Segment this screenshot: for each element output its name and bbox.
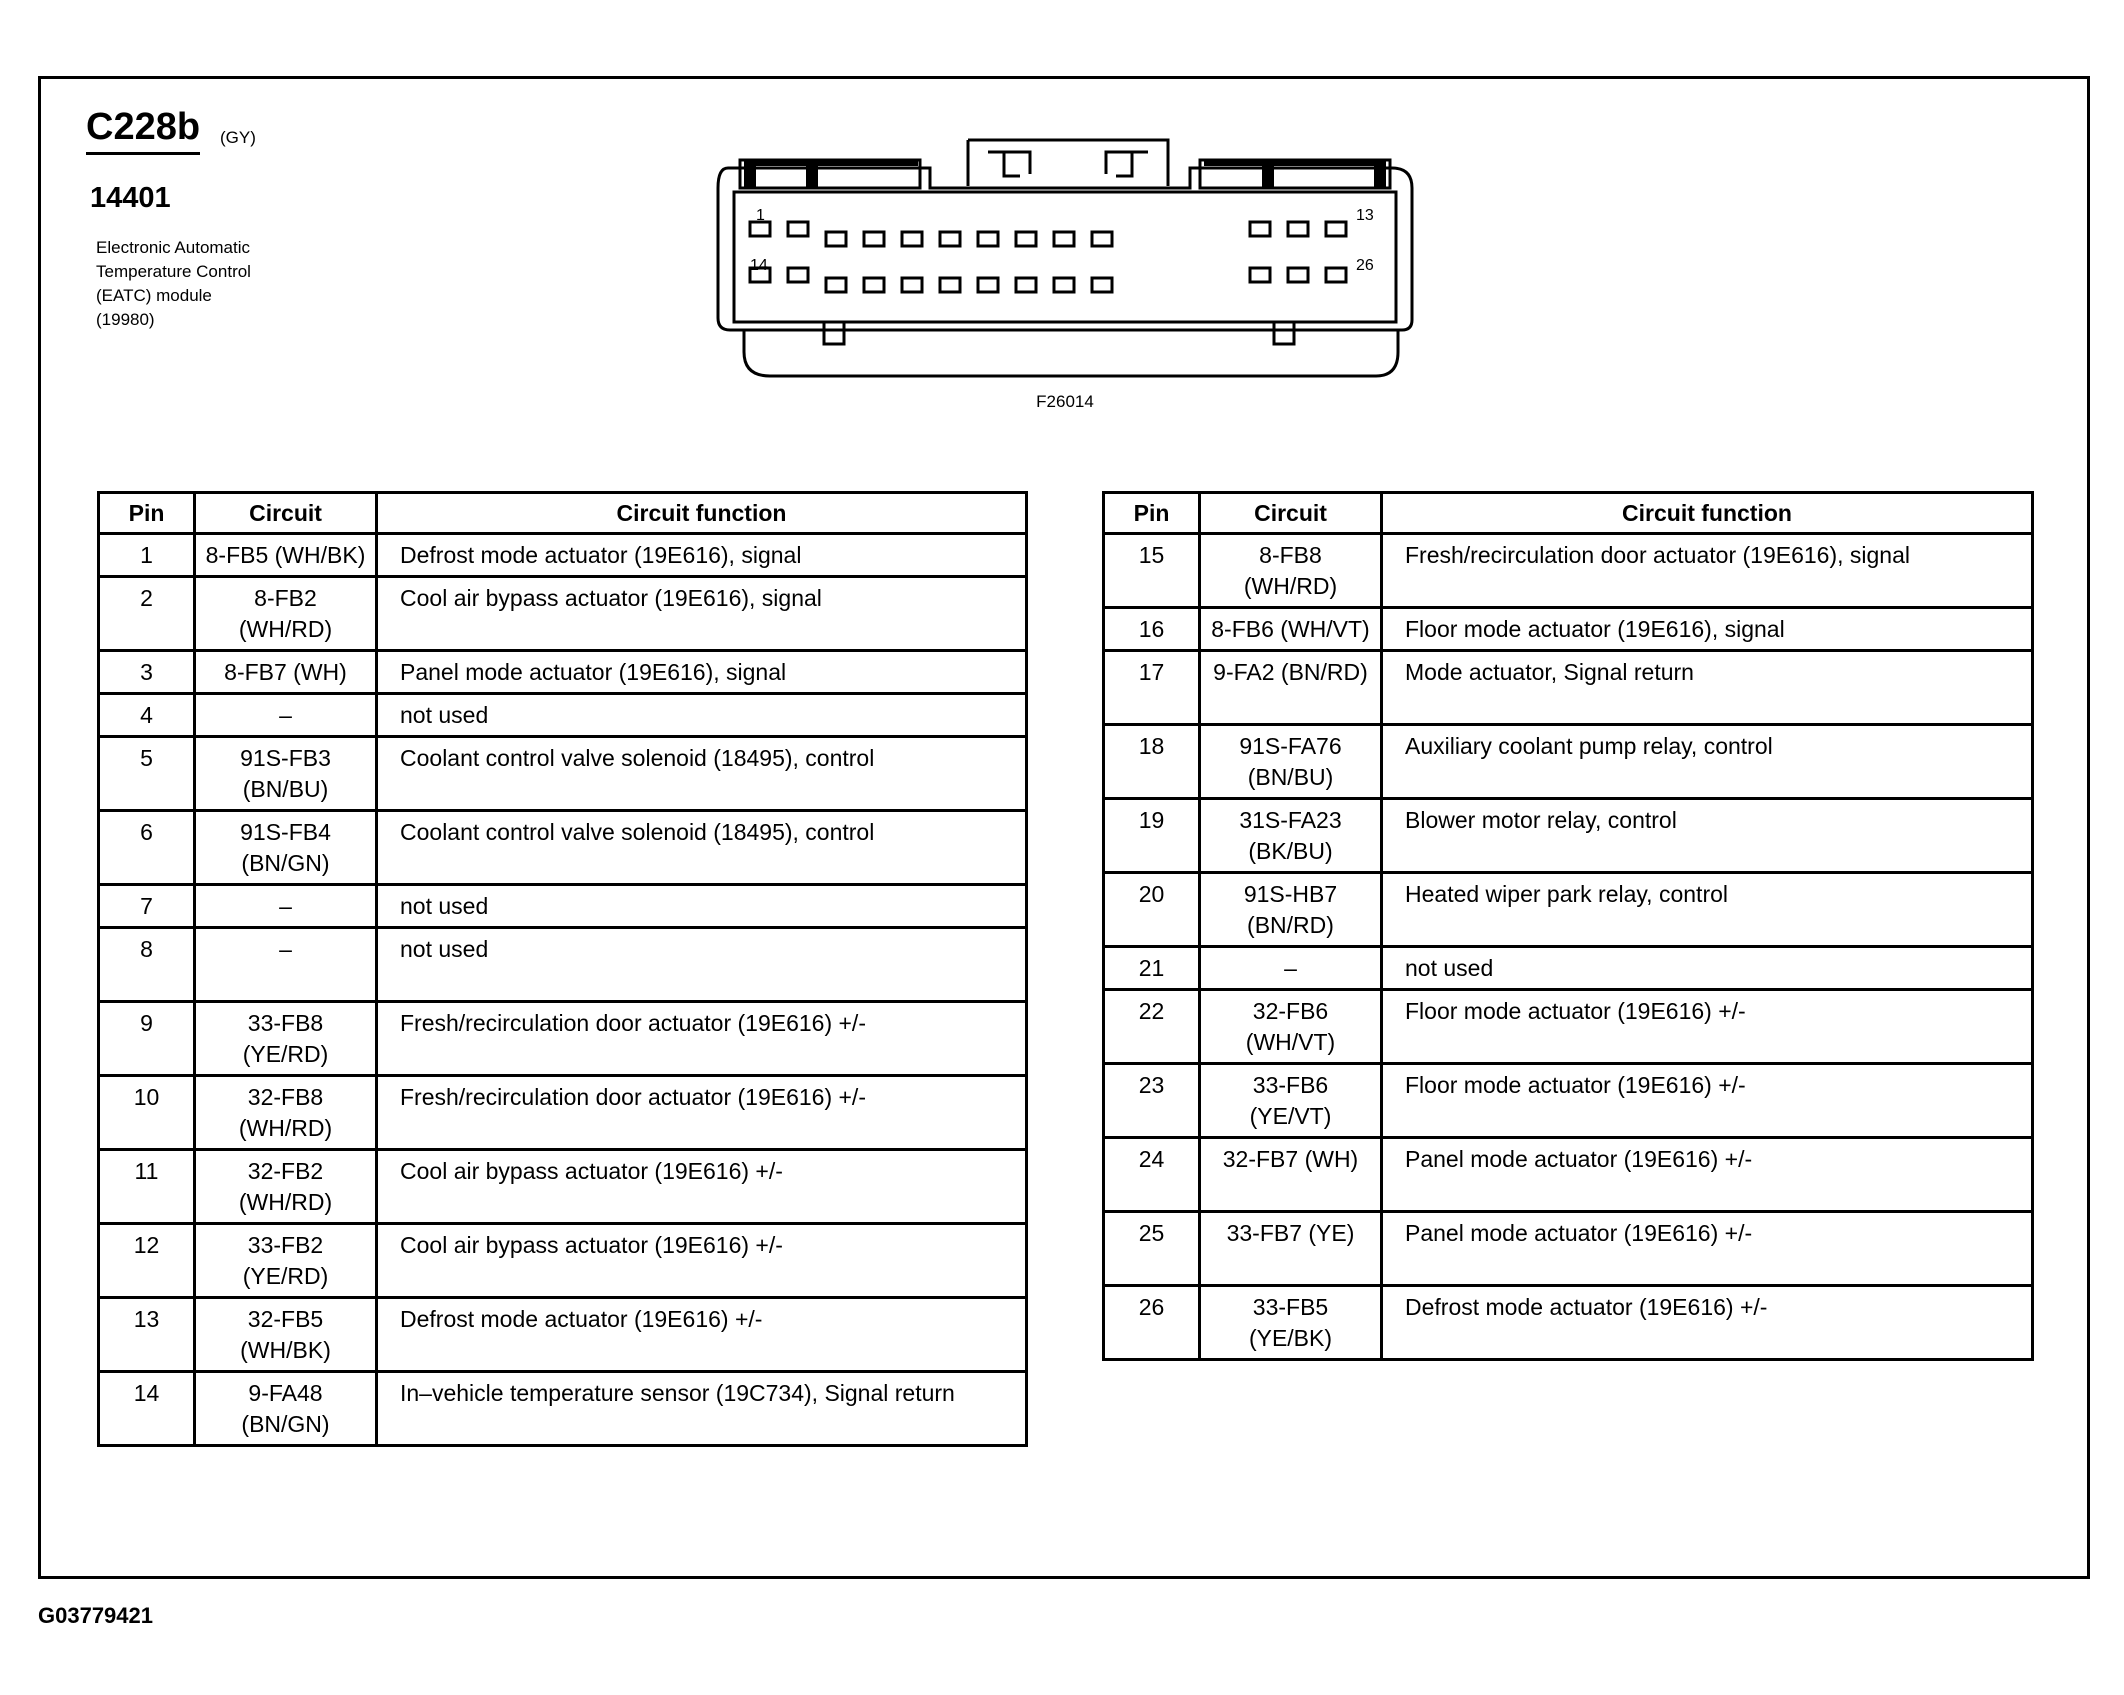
circuit-cell <box>195 694 377 737</box>
header-circuit: Circuit <box>1200 493 1382 534</box>
connector-part-number: 14401 <box>90 182 171 214</box>
pin-cavity <box>1092 278 1112 292</box>
pin-cavity <box>826 278 846 292</box>
connector-notch-right <box>1274 322 1294 344</box>
table-row <box>1104 1286 2033 1360</box>
circuit-cell <box>1200 947 1382 990</box>
circuit-function: Coolant control valve solenoid (18495), control <box>377 811 1027 885</box>
circuit-cell <box>1200 873 1382 947</box>
pin-number: 5 <box>99 737 195 811</box>
circuit-function: not used <box>1382 947 2033 990</box>
pin-number: 1 <box>99 534 195 577</box>
circuit-line: (BN/BU) <box>242 776 329 802</box>
table-row <box>1104 534 2033 608</box>
circuit-line: (BN/GN) <box>241 1411 330 1437</box>
circuit-function: Fresh/recirculation door actuator (19E616) +/- <box>377 1002 1027 1076</box>
pin-number: 9 <box>99 1002 195 1076</box>
circuit-line: (WH/RD) <box>238 1189 333 1215</box>
pin-number: 17 <box>1104 651 1200 725</box>
circuit-function: Defrost mode actuator (19E616) +/- <box>377 1298 1027 1372</box>
pinout-table-left <box>97 491 1028 1447</box>
pin-cavity <box>1288 268 1308 282</box>
circuit-cell <box>195 885 377 928</box>
circuit-line: 32-FB8 <box>247 1084 324 1110</box>
circuit-function: not used <box>377 928 1027 1002</box>
circuit-cell <box>195 737 377 811</box>
circuit-cell <box>1200 608 1382 651</box>
circuit-line: – <box>1284 955 1297 981</box>
module-description-line: Temperature Control <box>96 262 251 281</box>
circuit-function: Cool air bypass actuator (19E616), signal <box>377 577 1027 651</box>
pin-label-1: 1 <box>756 207 765 224</box>
table-row <box>99 651 1027 694</box>
circuit-function: Floor mode actuator (19E616), signal <box>1382 608 2033 651</box>
pin-cavity <box>826 232 846 246</box>
circuit-function: not used <box>377 885 1027 928</box>
circuit-cell <box>195 1372 377 1446</box>
circuit-function: Fresh/recirculation door actuator (19E616), signal <box>1382 534 2033 608</box>
circuit-cell <box>1200 990 1382 1064</box>
table-row <box>99 694 1027 737</box>
pin-number: 16 <box>1104 608 1200 651</box>
circuit-cell <box>195 928 377 1002</box>
pin-number: 3 <box>99 651 195 694</box>
pin-cavity <box>1092 232 1112 246</box>
circuit-line <box>196 965 375 996</box>
circuit-line: 9-FA2 (BN/RD) <box>1213 659 1368 685</box>
circuit-function: Auxiliary coolant pump relay, control <box>1382 725 2033 799</box>
pin-cavity <box>1288 222 1308 236</box>
circuit-cell <box>195 1224 377 1298</box>
table-header-row <box>1104 493 2033 534</box>
circuit-line <box>1201 1249 1380 1280</box>
header-pin: Pin <box>1104 493 1200 534</box>
circuit-function: Coolant control valve solenoid (18495), control <box>377 737 1027 811</box>
circuit-cell <box>195 1002 377 1076</box>
pin-cavity <box>902 232 922 246</box>
circuit-cell <box>1200 1064 1382 1138</box>
pin-cavity <box>902 278 922 292</box>
pin-label-13: 13 <box>1356 207 1374 224</box>
pin-number: 12 <box>99 1224 195 1298</box>
table-row <box>1104 1212 2033 1286</box>
table-row <box>99 534 1027 577</box>
circuit-line: 31S-FA23 <box>1239 807 1342 833</box>
pin-cavity <box>1326 268 1346 282</box>
pin-cavity <box>788 268 808 282</box>
circuit-line: (WH/VT) <box>1245 1029 1336 1055</box>
pin-cavity <box>940 278 960 292</box>
connector-id: C228b <box>86 108 200 155</box>
pin-number: 15 <box>1104 534 1200 608</box>
circuit-line: (YE/BK) <box>1248 1325 1333 1351</box>
connector-cavity-outline <box>734 192 1396 322</box>
circuit-cell <box>195 1298 377 1372</box>
circuit-function: Cool air bypass actuator (19E616) +/- <box>377 1224 1027 1298</box>
pin-number: 8 <box>99 928 195 1002</box>
pin-cavity <box>1250 268 1270 282</box>
pin-cavity <box>1016 278 1036 292</box>
circuit-cell <box>1200 651 1382 725</box>
module-description-line: (EATC) module <box>96 286 212 305</box>
connector-color-code: (GY) <box>220 128 256 147</box>
circuit-function: Floor mode actuator (19E616) +/- <box>1382 990 2033 1064</box>
connector-face-diagram <box>700 130 1440 390</box>
circuit-line: 8-FB6 (WH/VT) <box>1211 616 1370 642</box>
header-circuit-function: Circuit function <box>377 493 1027 534</box>
table-row <box>99 1372 1027 1446</box>
circuit-cell <box>1200 725 1382 799</box>
pin-number: 20 <box>1104 873 1200 947</box>
table-row <box>1104 1138 2033 1212</box>
circuit-line: 8-FB8 <box>1259 542 1322 568</box>
circuit-cell <box>195 534 377 577</box>
pinout-table-right <box>1102 491 2034 1361</box>
pin-cavity <box>1054 278 1074 292</box>
circuit-function: Panel mode actuator (19E616) +/- <box>1382 1212 2033 1286</box>
pin-cavity <box>864 278 884 292</box>
circuit-line: (BN/GN) <box>241 850 330 876</box>
pin-number: 25 <box>1104 1212 1200 1286</box>
table-row <box>1104 725 2033 799</box>
circuit-line: 33-FB6 <box>1252 1072 1329 1098</box>
pin-label-26: 26 <box>1356 257 1374 274</box>
pin-cavity <box>1054 232 1074 246</box>
circuit-function: Heated wiper park relay, control <box>1382 873 2033 947</box>
circuit-line: (WH/RD) <box>1243 573 1338 599</box>
circuit-cell <box>195 1150 377 1224</box>
connector-latch <box>968 140 1168 186</box>
circuit-line: 9-FA48 <box>248 1380 323 1406</box>
pin-number: 11 <box>99 1150 195 1224</box>
pin-cavity <box>940 232 960 246</box>
pin-cavity <box>788 222 808 236</box>
circuit-line: (WH/RD) <box>238 616 333 642</box>
circuit-function: Defrost mode actuator (19E616), signal <box>377 534 1027 577</box>
pin-number: 2 <box>99 577 195 651</box>
circuit-line: 91S-FB4 <box>240 819 331 845</box>
module-description-line: (19980) <box>96 310 155 329</box>
circuit-line: 33-FB7 (YE) <box>1226 1220 1355 1246</box>
circuit-line: 91S-FB3 <box>240 745 331 771</box>
circuit-cell <box>1200 534 1382 608</box>
circuit-line: 8-FB7 (WH) <box>224 659 347 685</box>
circuit-line: (WH/RD) <box>238 1115 333 1141</box>
circuit-function: In–vehicle temperature sensor (19C734), Signal return <box>377 1372 1027 1446</box>
pin-number: 7 <box>99 885 195 928</box>
pin-number: 22 <box>1104 990 1200 1064</box>
circuit-function: Defrost mode actuator (19E616) +/- <box>1382 1286 2033 1360</box>
circuit-cell <box>1200 1212 1382 1286</box>
circuit-line: (BN/BU) <box>1247 764 1334 790</box>
table-row <box>99 928 1027 1002</box>
circuit-cell <box>1200 799 1382 873</box>
circuit-line: 8-FB5 (WH/BK) <box>205 542 366 568</box>
pin-cavity <box>1250 222 1270 236</box>
pin-number: 19 <box>1104 799 1200 873</box>
circuit-line: 32-FB2 <box>247 1158 324 1184</box>
circuit-function: Fresh/recirculation door actuator (19E616) +/- <box>377 1076 1027 1150</box>
table-row <box>1104 799 2033 873</box>
circuit-line: (BN/RD) <box>1247 912 1334 938</box>
table-header-row <box>99 493 1027 534</box>
circuit-line: 33-FB5 <box>1252 1294 1329 1320</box>
connector-notch-left <box>824 322 844 344</box>
circuit-line: – <box>279 702 292 728</box>
table-row <box>1104 651 2033 725</box>
pin-number: 18 <box>1104 725 1200 799</box>
header-pin: Pin <box>99 493 195 534</box>
circuit-line: (YE/RD) <box>242 1263 329 1289</box>
table-row <box>99 1224 1027 1298</box>
table-row <box>99 737 1027 811</box>
circuit-line: 91S-HB7 <box>1243 881 1338 907</box>
circuit-cell <box>1200 1138 1382 1212</box>
pin-number: 24 <box>1104 1138 1200 1212</box>
circuit-line: 33-FB8 <box>247 1010 324 1036</box>
circuit-function: Blower motor relay, control <box>1382 799 2033 873</box>
pin-cavity <box>864 232 884 246</box>
circuit-line <box>1201 1175 1380 1206</box>
pin-number: 14 <box>99 1372 195 1446</box>
document-code: G03779421 <box>38 1603 153 1628</box>
module-description-line: Electronic Automatic <box>96 238 251 257</box>
table-row <box>1104 1064 2033 1138</box>
pin-number: 6 <box>99 811 195 885</box>
circuit-cell <box>195 577 377 651</box>
pin-number: 21 <box>1104 947 1200 990</box>
pin-number: 4 <box>99 694 195 737</box>
circuit-line: 8-FB2 <box>254 585 317 611</box>
circuit-line: 33-FB2 <box>247 1232 324 1258</box>
table-row <box>99 1002 1027 1076</box>
table-row <box>99 1150 1027 1224</box>
pin-cavity <box>978 232 998 246</box>
table-row <box>1104 947 2033 990</box>
circuit-line: – <box>279 893 292 919</box>
pin-label-14: 14 <box>750 257 768 274</box>
circuit-line: (BK/BU) <box>1248 838 1333 864</box>
pin-cavity <box>750 222 770 236</box>
table-row <box>99 1076 1027 1150</box>
circuit-line: 32-FB7 (WH) <box>1222 1146 1359 1172</box>
table-row <box>99 1298 1027 1372</box>
circuit-line: 91S-FA76 <box>1239 733 1342 759</box>
connector-skirt <box>744 330 1398 376</box>
circuit-function: Cool air bypass actuator (19E616) +/- <box>377 1150 1027 1224</box>
table-row <box>99 811 1027 885</box>
module-description <box>96 236 251 332</box>
pin-cavity <box>1016 232 1036 246</box>
circuit-cell <box>195 811 377 885</box>
circuit-cell <box>1200 1286 1382 1360</box>
circuit-line: 32-FB6 <box>1252 998 1329 1024</box>
pin-number: 23 <box>1104 1064 1200 1138</box>
circuit-line: (WH/BK) <box>240 1337 331 1363</box>
circuit-function: Panel mode actuator (19E616), signal <box>377 651 1027 694</box>
circuit-line: (YE/VT) <box>1249 1103 1332 1129</box>
pin-number: 13 <box>99 1298 195 1372</box>
header-circuit-function: Circuit function <box>1382 493 2033 534</box>
table-row <box>99 577 1027 651</box>
circuit-line <box>1201 688 1380 719</box>
figure-code: F26014 <box>1036 392 1094 411</box>
circuit-function: not used <box>377 694 1027 737</box>
pin-number: 26 <box>1104 1286 1200 1360</box>
circuit-cell <box>195 651 377 694</box>
circuit-function: Floor mode actuator (19E616) +/- <box>1382 1064 2033 1138</box>
pin-cavity <box>978 278 998 292</box>
pin-cavity <box>1326 222 1346 236</box>
circuit-cell <box>195 1076 377 1150</box>
circuit-line: 32-FB5 <box>247 1306 324 1332</box>
table-row <box>1104 873 2033 947</box>
circuit-function: Panel mode actuator (19E616) +/- <box>1382 1138 2033 1212</box>
table-row <box>1104 608 2033 651</box>
circuit-line: (YE/RD) <box>242 1041 329 1067</box>
circuit-line: – <box>279 936 292 962</box>
pin-number: 10 <box>99 1076 195 1150</box>
circuit-function: Mode actuator, Signal return <box>1382 651 2033 725</box>
table-row <box>99 885 1027 928</box>
header-circuit: Circuit <box>195 493 377 534</box>
table-row <box>1104 990 2033 1064</box>
